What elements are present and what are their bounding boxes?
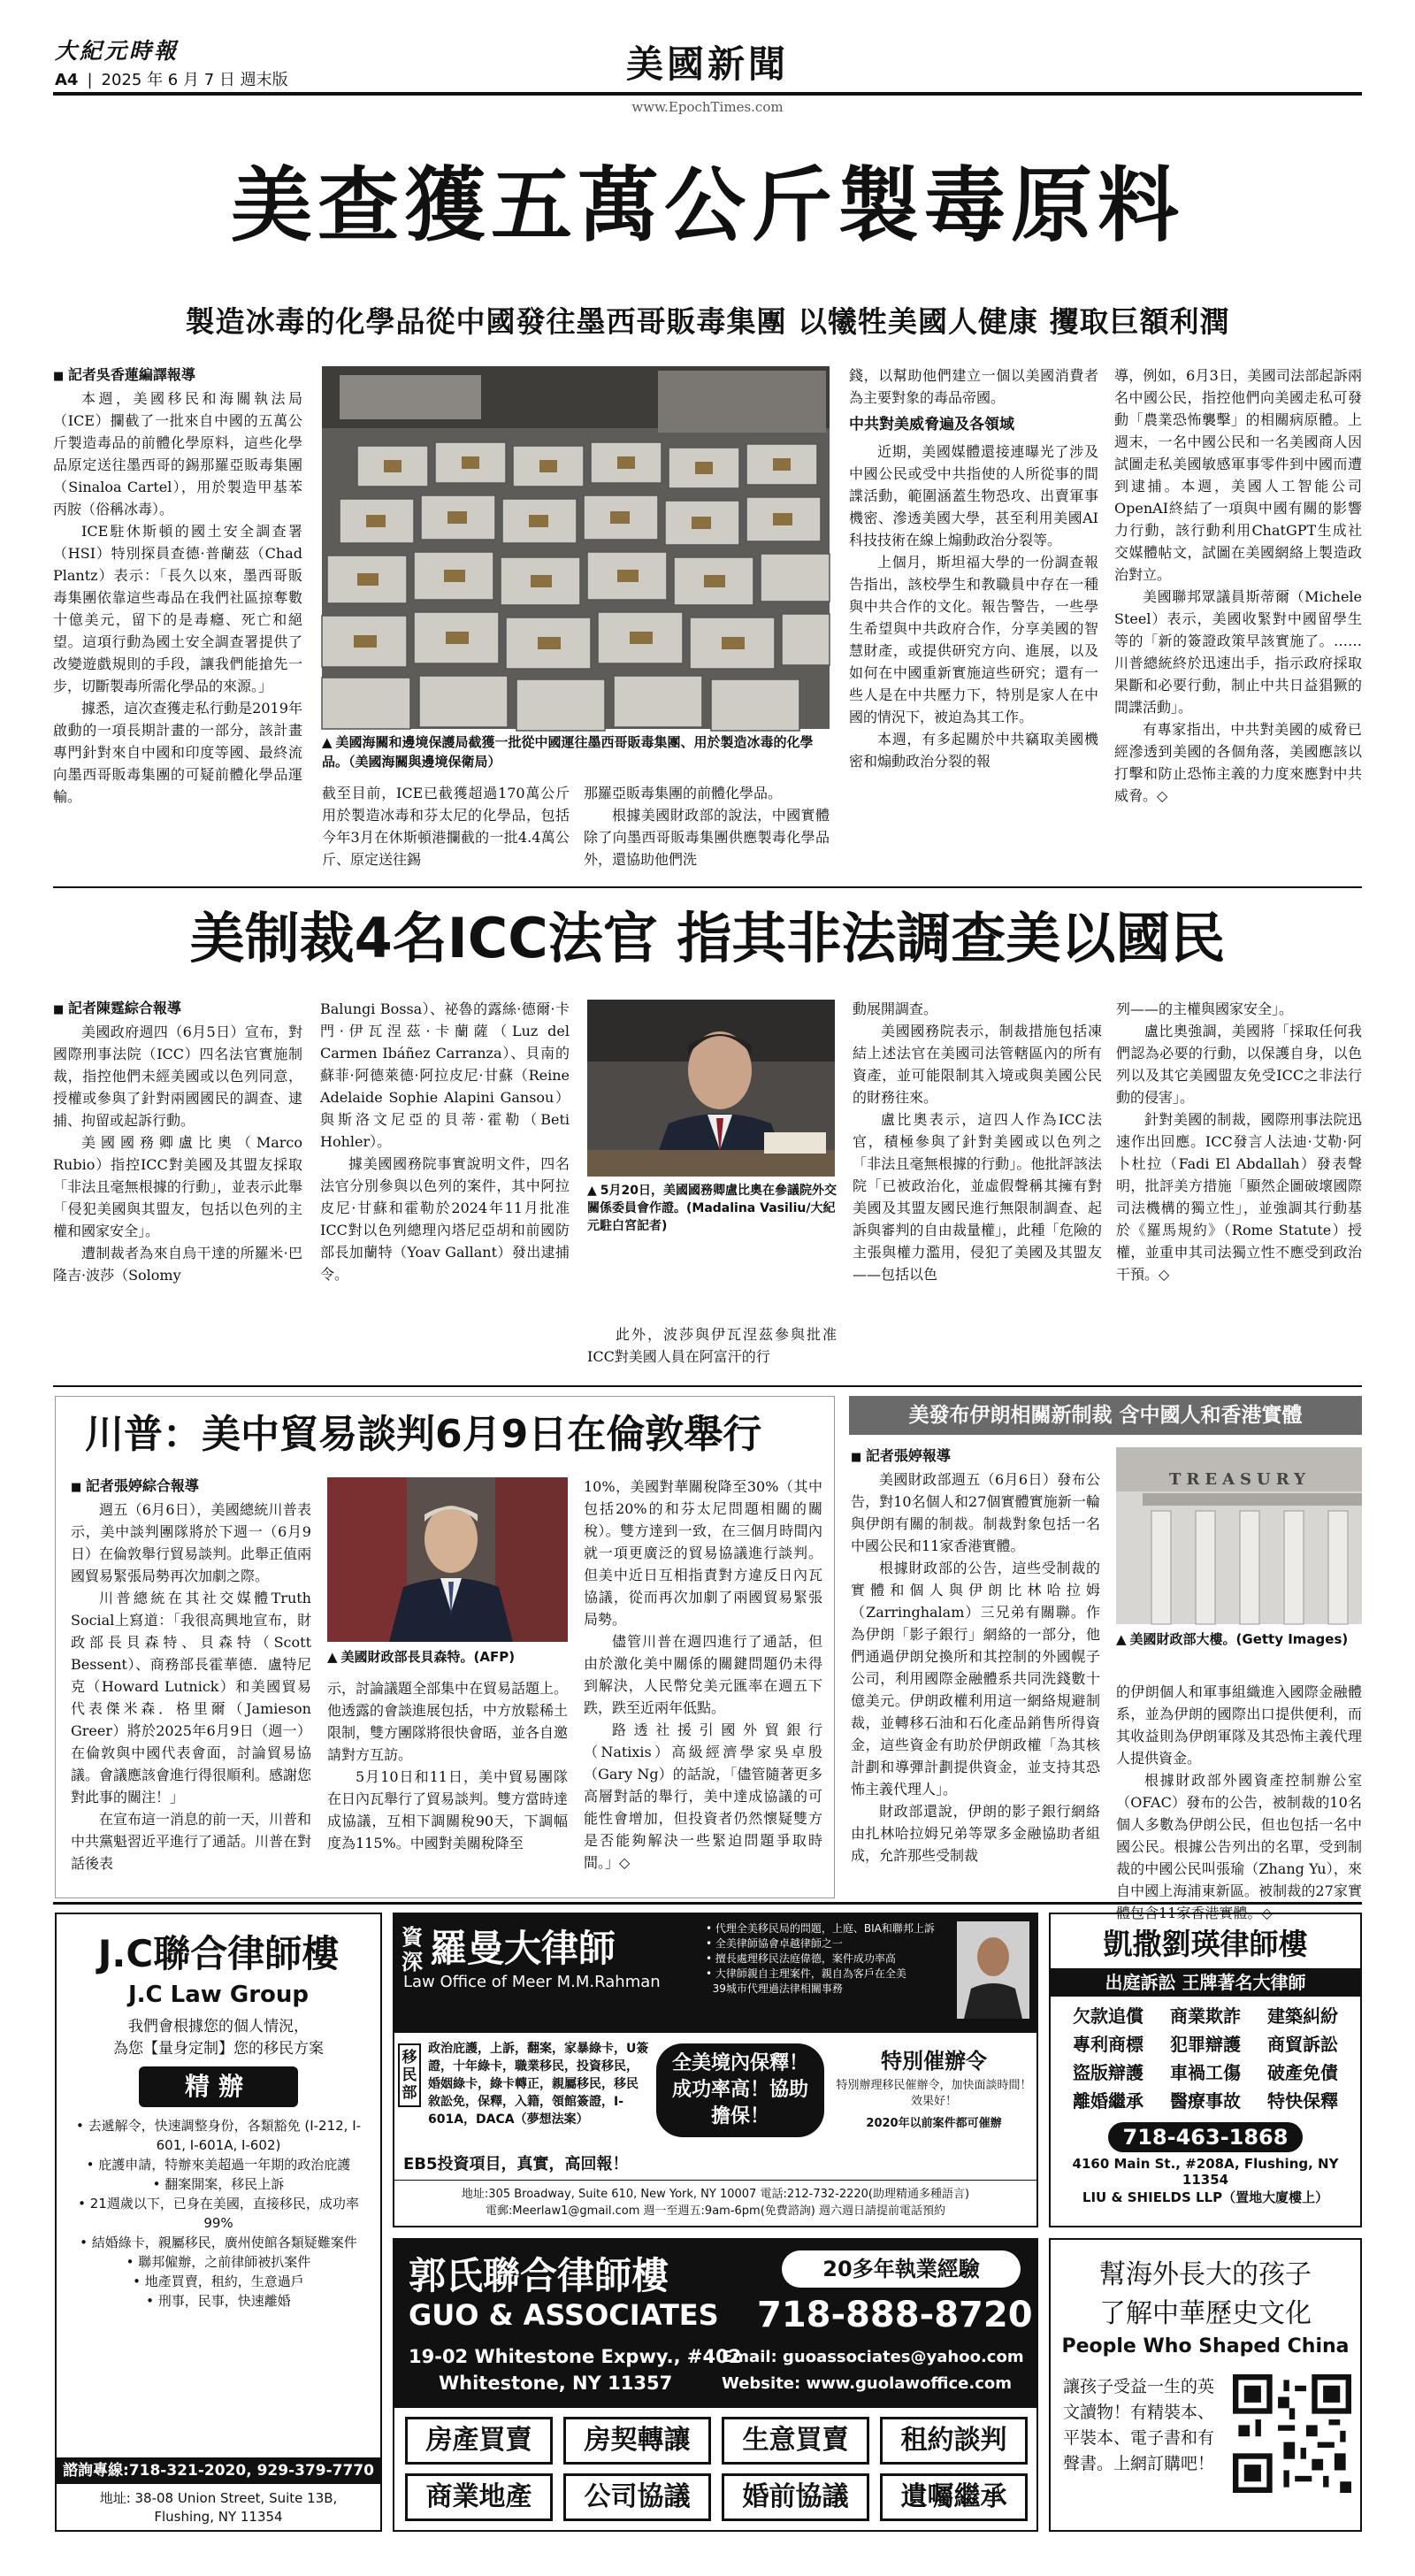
a3-p3: 在宣布這一消息的前一天，川普和中共黨魁習近平進行了通話。川普在對話後表 [71,1811,312,1872]
a3-p7: 儘管川普在週四進行了通話，但由於激化美中關係的關鍵問題仍未得到解決，人民幣兌美元匯率在週五下跌，跌至近兩年低點。 [584,1633,822,1716]
a2-col5 [1116,998,1362,1378]
masthead-rule [53,92,1362,96]
a1-col2 [322,782,570,879]
rahman-title: 羅曼大律師 [430,1927,616,1970]
ad-rahman[interactable] [393,1913,1038,2227]
guo-title: 郭氏聯合律師樓 [409,2254,669,2297]
a1-col4 [849,364,1098,878]
kaisa-title: 凱撒劉瑛律師樓 [1103,1927,1308,1961]
a1-p7: 錢，以幫助他們建立一個以美國消費者為主要對象的毒品帝國。 [849,367,1098,406]
list-item: • 地產買賣，租約，生意過戶 [133,2273,304,2289]
guo-web[interactable]: Website: www.guolawoffice.com [722,2374,1012,2393]
treasury-sign: TREASURY [1169,1470,1311,1489]
a1-p5: 那羅亞販毒集團的前體化學品。 [584,785,783,801]
service-item: 建築糾紛 [1267,2005,1338,2027]
kaisa-addr: 4160 Main St., #208A, Flushing, NY 11354 [1072,2156,1339,2188]
list-item: • 代理全美移民局的問題，上庭、BIA和聯邦上訴 [706,1922,935,1935]
a2-p1: 美國政府週四（6月5日）宣布，對國際刑事法院（ICC）四名法官實施制裁，指控他們未經美國或以色列同意，授權或參與了針對兩國國民的調查、逮捕、拘留或起訴行動。 [53,1024,302,1129]
book-text: 讓孩子受益一生的英文讀物！有精裝本、平裝本、電子書和有聲書。上網訂購吧！ [1063,2377,1215,2473]
a4-p5: 根據財政部外國資產控制辦公室（OFAC）發布的公告，被制裁的10名個人多數為伊朗公民，但也包括一名中國公民。根據公告列出的名單，受到制裁的中國公民叫張瑜（Zhang Yu），來自中國上海浦東新區。被制裁的27家實體包含11家香港實體。◇ [1116,1772,1362,1921]
a1-p13: 有專家指出，中共對美國的威脅已經滲透到美國的各個角落，美國應該以打擊和防止恐怖主義的力度來應對中共威脅。◇ [1114,721,1362,804]
service-item: 醫療事故 [1170,2090,1241,2112]
a2-p4: Balungi Bossa）、祕魯的露絲·德爾·卡門·伊瓦涅茲·卡蘭薩（Luz del Carmen Ibáñez Carranza）、貝南的蘇菲·阿德萊德·阿拉皮尼·甘蘇（Reine Adelaide Sophie Alapini Gansou）與斯洛文尼亞的貝蒂·霍勒（Beti Hohler）。 [320,1000,570,1150]
list-item: • 21週歲以下，已身在美國，直接移民，成功率 99% [78,2196,359,2231]
kaisa-sub: 出庭訴訟 王牌著名大律師 [1051,1968,1360,1997]
book-title-1: 幫海外長大的孩子 [1099,2259,1312,2290]
a1-p9: 上個月，斯坦福大學的一份調查報告指出，該校學生和教職員中存在一種與中共合作的文化。報告警告，一些學生希望與中共政府合作，分享美國的智慧財產，或提供研究方向、進展，以及如何在中國重新實施這些研究；還有一些人是在中共壓力下，特別是家人在中國的情況下，被迫為其工作。 [849,554,1098,725]
service-item: 生意買賣 [722,2417,869,2465]
ad-book[interactable] [1049,2238,1362,2532]
jc-addr-1: 地址: 38-08 Union Street, Suite 13B, [99,2490,338,2506]
a3-headline: 川普：美中貿易談判6月9日在倫敦舉行 [85,1412,762,1457]
guo-en: GUO & ASSOCIATES [409,2298,719,2332]
jc-badge: 精辦 [139,2066,298,2107]
service-item: 盜版辯護 [1073,2062,1143,2083]
a1-p11: 導，例如，6月3日，美國司法部起訴兩名中國公民，指控他們向美國走私可發動「農業恐怖襲擊」的相關病原體。上週末，一名中國公民和一名美國商人因試圖走私美國敏感軍事零件到中國而遭到逮捕。本週，美國人工智能公司OpenAI終結了一項與中國有關的影響力行動，該行動利用ChatGPT生成社交媒體帖文，試圖在美國網絡上製造政治對立。 [1114,367,1362,583]
service-item: 商業地產 [405,2473,553,2521]
special-text: 特別辦理移民催辦令，加快面談時間！效果好！ [836,2079,1032,2108]
service-item: 租約談判 [880,2417,1028,2465]
a3-col1 [71,1476,311,1891]
a2-p10: 列——的主權與國家安全」。 [1116,1000,1294,1017]
kaisa-phone[interactable]: 718-463-1868 [1108,2122,1303,2152]
list-item: • 擅長處理移民法庭偉德，案件成功率高 [706,1952,896,1965]
rahman-side: 移民部 [398,2043,421,2107]
a2-byline: ■ 記者陳霆綜合報導 [53,998,302,1021]
rahman-photo [957,1921,1029,2019]
rahman-email[interactable]: 電郵:Meerlaw1@gmail.com 週一至週五:9am-6pm(免費諮詢) 週六週日請提前電話預約 [486,2204,945,2218]
service-item: 離婚繼承 [1073,2090,1143,2112]
service-item: 破產免債 [1267,2062,1338,2083]
jc-phone[interactable]: 諮詢專線:718-321-2020, 929-379-7770 [57,2457,380,2484]
guo-years: 20多年執業經驗 [782,2250,1021,2288]
rubio-portrait [587,1000,835,1177]
rahman-bullets [706,1921,945,1997]
guo-email[interactable]: Email: guoassociates@yahoo.com [722,2348,1024,2366]
service-item: 車禍工傷 [1170,2062,1241,2083]
list-item: • 庇護申請，特辦來美超過一年期的政治庇護 [86,2157,351,2173]
a1-col3 [584,782,830,879]
rahman-special [835,2043,1033,2130]
a3-p1: 週五（6月6日），美國總統川普表示，美中談判團隊將於下週一（6月9日）在倫敦舉行貿易談判。此舉正值兩國貿易緊張局勢再次加劇之際。 [71,1501,312,1584]
service-item: 商貿訴訟 [1267,2034,1338,2055]
jc-en: J.C Law Group [127,1982,309,2008]
a1-caption: ▲ 美國海關和邊境保護局截獲一批從中國運往墨西哥販毒集團、用於製造冰毒的化學品。（美國海關與邊境保衛局） [322,732,830,771]
a3-p2: 川普總統在其社交媒體Truth Social上寫道：「我很高興地宣布，財政部長貝森特、貝森特（Scott Bessent）、商務部長霍華德．盧特尼克（Howard Lutnick）和美國貿易代表傑米森．格里爾（Jamieson Greer）將於2025年6月9日（週一）在倫敦與中國代表會面，討論貿易協議。會議應該會進行得很順利。感謝您對此事的關注！」 [71,1590,312,1806]
jc-title: J.C聯合律師樓 [97,1932,340,1975]
a1-p4: 截至目前，ICE已截獲超過170萬公斤用於製造冰毒和芬太尼的化學品，包括今年3月在休斯頓港攔截的一批4.4萬公斤、原定送往錫 [322,785,570,868]
rahman-addr: 地址:305 Broadway, Suite 610, New York, NY 10007 電話:212-732-2220(助理精通多種語言) [394,2180,1036,2201]
service-item: 特快保釋 [1267,2090,1338,2112]
rahman-services: 政治庇護，上訴，翻案，家暴綠卡，U簽證，十年綠卡，職業移民，投資移民，婚姻綠卡，綠卡轉正，親屬移民，移民敘訟免，保釋，入籍，領館簽證，I-601A，DACA（夢想法案） [428,2042,649,2127]
qr-code-graphic [1233,2374,1351,2493]
a4-col2 [1116,1681,1362,1921]
a3-p8: 路透社援引國外貿銀行（Natixis）高級經濟學家吳卓殷（Gary Ng）的話說，「儘管隨著更多高層對話的舉行，美中達成協議的可能性會增加，但投資者仍然懷疑雙方是否能夠解決一些緊迫問題爭取時間。」◇ [584,1721,822,1871]
service-item: 商業欺詐 [1170,2005,1241,2027]
kaisa-en: LIU & SHIELDS LLP（置地大廈樓上） [1082,2189,1329,2205]
a1-col1 [53,364,302,878]
service-item: 房契轉讓 [563,2417,711,2465]
service-item: 欠款追償 [1073,2005,1143,2027]
bessent-portrait [327,1477,568,1642]
service-item: 遺囑繼承 [880,2473,1028,2521]
divider-2 [53,1385,1362,1387]
guo-addr-1: 19-02 Whitestone Expwy., #402 [409,2346,742,2367]
book-title-2: 了解中華歷史文化 [1099,2298,1312,2329]
jc-slogan-2: 為您【量身定制】您的移民方案 [113,2040,324,2058]
jc-slogan-1: 我們會根據您的個人情況， [128,2018,309,2036]
a3-p6: 10%，美國對華關稅降至30%（其中包括20%的和芬太尼問題相關的關稅）。雙方達到一致，在三個月時間內就一項更廣泛的貿易協議進行談判。但美中近日互相指責對方違反日內瓦協議，從而再次加劇了兩國貿易緊張局勢。 [584,1478,822,1628]
service-item: 房產買賣 [405,2417,553,2465]
a1-photo [322,366,830,729]
rahman-slogan: 全美境內保釋！成功率高！協助擔保！ [656,2043,824,2137]
a3-p4: 示，討論議題全部集中在貿易話題上。他透露的會談進展包括，中方放鬆稀土限制，雙方團隊將很快會晤，並各自邀請對方互訪。 [327,1680,569,1763]
list-item: • 結婚綠卡，親屬移民，廣州使館各類疑難案件 [80,2235,357,2250]
a1-p2: ICE駐休斯頓的國土安全調查署（HSI）特別探員查德·普蘭茲（Chad Plantz）表示：「長久以來，墨西哥販毒集團依靠這些毒品在我們社區掠奪數十億美元，留下的是毒癮、死亡和絕望。這項行動為國土安全調查署提供了改變遊戲規則的手段，讓我們能搶先一步，切斷製毒所需化學品的來源。」 [53,523,302,694]
guo-addr-2: Whitestone, NY 11357 [439,2373,673,2394]
a4-photo [1116,1447,1362,1624]
a4-p3: 財政部還說，伊朗的影子銀行網絡由扎林哈拉姆兄弟等眾多金融協助者組成，允許那些受制裁 [851,1803,1100,1864]
a2-p11: 盧比奧強調，美國將「採取任何我們認為必要的行動，以保護自身，以色列以及其它美國盟友免受ICC之非法行動的侵害」。 [1116,1023,1362,1106]
guo-services [405,2417,1028,2521]
a3-p5: 5月10日和11日，美中貿易團隊在日內瓦舉行了貿易談判。雙方當時達成協議，互相下調關稅90天，下調幅度為115%。中國對美關稅降至 [327,1768,569,1852]
service-item: 犯罪辯護 [1170,2034,1241,2055]
a2-caption: ▲ 5月20日，美國國務卿盧比奧在參議院外交關係委員會作證。(Madalina Vasiliu/大紀元駐白宮記者) [587,1182,837,1235]
rahman-en: Law Office of Meer M.M.Rahman [403,1973,661,1991]
a4-col1 [851,1445,1100,1893]
a2-col3 [587,1323,837,1378]
a2-p3: 遭制裁者為來自烏干達的所羅米·巴隆吉·波莎（Solomy [53,1245,302,1284]
a2-col4 [853,998,1102,1378]
drug-bags-illustration [322,366,830,729]
a2-p8: 美國國務院表示，制裁措施包括凍結上述法官在美國司法管轄區內的所有資產，並可能限制其入境或與美國公民的財務往來。 [853,1023,1102,1106]
a2-col1 [53,998,302,1378]
guo-phone[interactable]: 718-888-8720 [757,2295,1033,2335]
site-url[interactable]: www.EpochTimes.com [631,99,784,115]
list-item: • 聯邦僱辦，之前律師被扒案件 [126,2254,311,2270]
special-note: 2020年以前案件都可催辦 [866,2117,1002,2130]
divider-3 [53,1902,1362,1905]
jc-addr-2: Flushing, NY 11354 [154,2509,283,2525]
kaisa-services [1051,2002,1360,2115]
a2-p5: 據美國國務院事實說明文件，四名法官分別參與以色列的案件，其中阿拉皮尼·甘蘇和霍勒於2024年11月批准ICC對以色列總理內塔尼亞胡和前國防部長加蘭特（Yoav Gallant）發出逮捕令。 [320,1155,570,1283]
a3-caption: ▲ 美國財政部長貝森特。(AFP) [327,1647,568,1667]
list-item: • 去遞解令，快速調整身份，各類豁免 (I-212, I-601, I-601A, I-602) [75,2118,362,2153]
a1-headline: 美查獲五萬公斤製毒原料 [230,157,1184,253]
a2-p12: 針對美國的制裁，國際刑事法院迅速作出回應。ICC發言人法迪·艾勒·阿卜杜拉（Fadi El Abdallah）發表聲明，批評美方措施「顯然企圖破壞國際司法機構的獨立性」，並強調其行動基於《羅馬規約》（Rome Statute）授權，並重申其司法獨立性不應受到政治干預。◇ [1116,1111,1362,1283]
a4-headline: 美發布伊朗相關新制裁 含中國人和香港實體 [849,1396,1362,1435]
page-number: A4 | 2025 年 6 月 7 日 週末版 [55,71,288,89]
ad-kaisa[interactable] [1049,1913,1362,2227]
a1-subheading: 中共對美威脅遍及各領域 [849,416,1014,433]
section-title: 美國新聞 [625,42,789,86]
lawyer-portrait [957,1921,1029,2019]
masthead-logo: 大紀元時報 [55,38,180,64]
a2-p6: 此外，波莎與伊瓦涅茲參與批准ICC對美國人員在阿富汗的行 [587,1326,837,1365]
ad-guo[interactable] [393,2238,1038,2532]
book-en: People Who Shaped China [1061,2335,1350,2358]
a3-col2 [327,1677,568,1891]
a1-byline: ■ 記者吳香蓮編譯報導 [53,364,302,387]
service-item: 專利商標 [1073,2034,1143,2055]
a2-p9: 盧比奧表示，這四人作為ICC法官，積極參與了針對美國或以色列之「非法且毫無根據的行動」。他批評該法院「已被政治化，並虛假聲稱其擁有對美國及其盟友國民進行無限制調查、起訴與審判的自由裁量權」，此種「危險的主張與權力濫用，侵犯了美國及其盟友——包括以色 [853,1111,1102,1283]
a1-p3: 據悉，這次查獲走私行動是2019年啟動的一項長期計畫的一部分，該計畫專門針對來自中國和印度等國、最終流向墨西哥販毒集團的可疑前體化學品運輸。 [53,700,302,805]
jc-list [57,2116,380,2311]
a4-byline: ■ 記者張婷報導 [851,1445,1100,1468]
a4-p4: 的伊朗個人和軍事組織進入國際金融體系，並為伊朗的國際出口提供便利，而其收益則為伊朗軍隊及其恐怖主義代理人提供資金。 [1116,1683,1362,1767]
a1-p6: 根據美國財政部的說法，中國實體除了向墨西哥販毒集團供應製毒化學品外，還協助他們洗 [584,807,830,868]
list-item: • 大律師親自主理案件，親自為客戶在全美 [706,1967,906,1980]
list-item: • 刑事，民事，快速離婚 [146,2293,291,2309]
a1-p12: 美國聯邦眾議員斯蒂爾（Michele Steel）表示，美國收緊對中國留學生等的「新的簽證政策早該實施了。……川普總統終於迅速出手，指示政府採取果斷和必要行動，制止中共日益猖獗的間諜活動」。 [1114,588,1362,716]
a2-photo [587,1000,835,1177]
a3-photo [327,1477,568,1642]
a2-col2 [320,998,570,1378]
service-item: 婚前協議 [722,2473,869,2521]
special-title: 特別催辦令 [881,2049,987,2074]
list-item: 39城市代理過法律相關事務 [712,1982,843,1995]
a3-byline: ■ 記者張婷綜合報導 [71,1476,311,1499]
a1-col5 [1114,364,1362,878]
list-item: • 翻案開案，移民上訴 [152,2176,285,2192]
list-item: • 全美律師協會卓越律師之一 [706,1937,843,1950]
a1-p10: 本週，有多起關於中共竊取美國機密和煽動政治分裂的報 [849,731,1098,770]
a4-caption: ▲ 美國財政部大樓。(Getty Images) [1116,1629,1362,1649]
ad-jc-law[interactable] [55,1913,382,2532]
service-item: 公司協議 [563,2473,711,2521]
a2-headline: 美制裁4名ICC法官 指其非法調查美以國民 [189,906,1226,970]
divider-1 [53,886,1362,888]
a1-p1: 本週，美國移民和海關執法局（ICE）攔截了一批來自中國的五萬公斤製造毒品的前體化學原料，這些化學品原定送往墨西哥的錫那羅亞販毒集團（Sinaloa Cartel），用於製造甲基苯丙胺（俗稱冰毒）。 [53,390,302,518]
rahman-tag: 資深 [402,1925,423,1974]
a1-subhead: 製造冰毒的化學品從中國發往墨西哥販毒集團 以犧牲美國人健康 攫取巨額利潤 [185,304,1230,339]
a1-p8: 近期，美國媒體還接連曝光了涉及中國公民或受中共指使的人所從事的間諜活動，範圍涵蓋生物恐攻、出賣軍事機密、滲透美國大學，甚至利用美國AI科技技術在線上煽動政治分裂等。 [849,443,1098,548]
a3-col3 [584,1476,822,1891]
rahman-eb5: EB5投資項目，真實，高回報！ [403,2155,629,2174]
a2-p2: 美國國務卿盧比奧（Marco Rubio）指控ICC對美國及其盟友採取「非法且毫無根據的行動」，並表示此舉「侵犯美國與其盟友，包括以色列的主權和國家安全」。 [53,1134,302,1239]
a2-p7: 動展開調查。 [853,1000,938,1017]
a4-p2: 根據財政部的公告，這些受制裁的實體和個人與伊朗比林哈拉姆（Zarringhalam）三兄弟有關聯。作為伊朗「影子銀行」網絡的一部分，他們通過伊朗兌換所和其控制的外國幌子公司，利用國際金融體系共同洗錢數十億美元。伊朗政權利用這一網絡規避制裁，並轉移石油和石化產品銷售所得資金，這些資金有助於伊朗政權「為其核計劃和導彈計劃提供資金，並支持其恐怖主義代理人」。 [851,1560,1100,1798]
a4-p1: 美國財政部週五（6月6日）發布公告，對10名個人和27個實體實施新一輪與伊朗有關的制裁。制裁對象包括一名中國公民和11家香港實體。 [851,1471,1100,1554]
qr-code-icon[interactable] [1233,2374,1351,2493]
